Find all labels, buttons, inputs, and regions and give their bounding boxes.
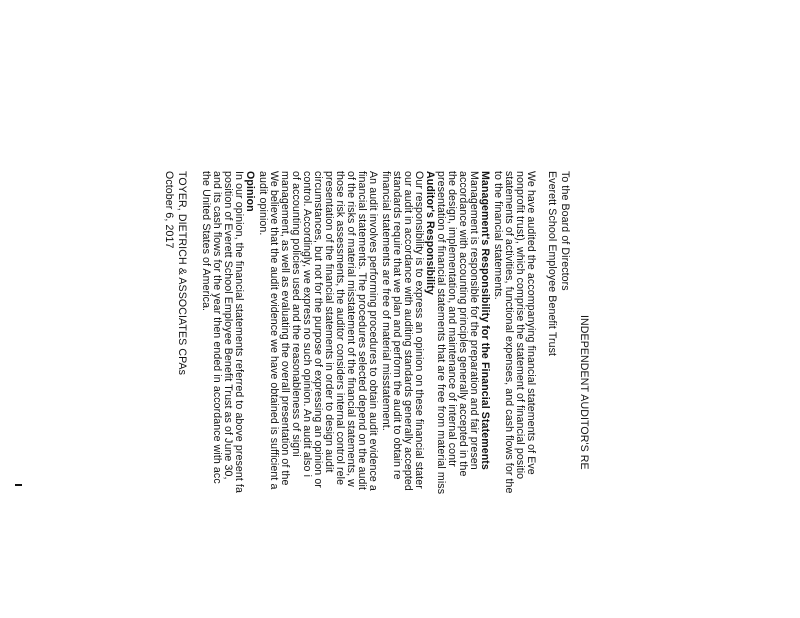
management-line-2: accordance with accounting principles generally accepted in the: [457, 171, 469, 477]
opinion-line-3: and its cash flows for the year then ended in accordance with acc: [211, 171, 223, 484]
auditor-p2-line-6: circumstances, but not for the purpose of expressing an opinion or: [312, 171, 324, 488]
auditor-p2-line-5: presentation of the financial statements in order to design audit: [323, 171, 335, 473]
intro-line-1: We have audited the accompanying financial statements of Eve: [525, 171, 537, 475]
management-heading: Management's Responsibility for the Financial Statements: [479, 171, 491, 470]
opinion-line-4: the United States of America.: [200, 171, 212, 312]
auditor-p3-line-1: We believe that the audit evidence we have obtained is sufficient a: [268, 171, 280, 490]
management-line-4: presentation of financial statements that are free from material miss: [435, 171, 447, 495]
management-line-3: the design, implementation, and maintenance of internal contr: [446, 171, 458, 467]
auditor-heading: Auditor's Responsibility: [424, 171, 436, 295]
auditor-p1-line-2: our audit in accordance with auditing standards generally accepted: [402, 171, 414, 491]
auditor-signature: TOYER, DIETRICH & ASSOCIATES CPAs: [176, 171, 188, 376]
intro-line-3: statements of activities, functional expenses, and cash flows for the: [503, 171, 515, 494]
report-title: INDEPENDENT AUDITOR'S RE: [578, 315, 590, 470]
opinion-heading: Opinion: [244, 171, 256, 212]
opinion-line-1: In our opinion, the financial statements referred to above present fa: [233, 171, 245, 493]
auditor-p1-line-1: Our responsibility is to express an opinion on these financial stater: [413, 171, 425, 489]
auditor-p3-line-2: audit opinion.: [257, 171, 269, 236]
auditor-p1-line-4: financial statements are free of material misstatement.: [380, 171, 392, 431]
auditor-p2-line-1: An audit involves performing procedures to obtain audit evidence a: [367, 171, 379, 491]
page-number-mark: [15, 484, 22, 486]
addressee-line-1: To the Board of Directors: [559, 171, 571, 291]
intro-line-2: nonprofit trust), which comprise the statement of financial positio: [514, 171, 526, 480]
auditor-p2-line-4: those risk assessments, the auditor considers internal control rele: [334, 171, 346, 486]
intro-line-4: to the financial statements.: [492, 171, 504, 300]
auditor-p2-line-9: management, as well as evaluating the overall presentation of the: [279, 171, 291, 486]
auditor-p1-line-3: standards require that we plan and perform the audit to obtain re: [391, 171, 403, 480]
management-line-1: Management is responsible for the preparation and fair presen: [468, 171, 480, 470]
addressee-line-2: Everett School Employee Benefit Trust: [546, 171, 558, 357]
auditor-p2-line-2: financial statements. The procedures selected depend on the audit: [356, 171, 368, 491]
auditor-p2-line-3: of the risks of material misstatement of the financial statements, w: [345, 171, 357, 487]
opinion-line-2: position of Everett School Employee Benefit Trust as of June 30,: [222, 171, 234, 480]
auditor-p2-line-7: control. Accordingly, we express no such opinion. An audit also i: [301, 171, 313, 478]
auditor-p2-line-8: of accounting policies used and the reasonableness of signi: [290, 171, 302, 457]
report-date: October 6, 2017: [163, 171, 175, 249]
